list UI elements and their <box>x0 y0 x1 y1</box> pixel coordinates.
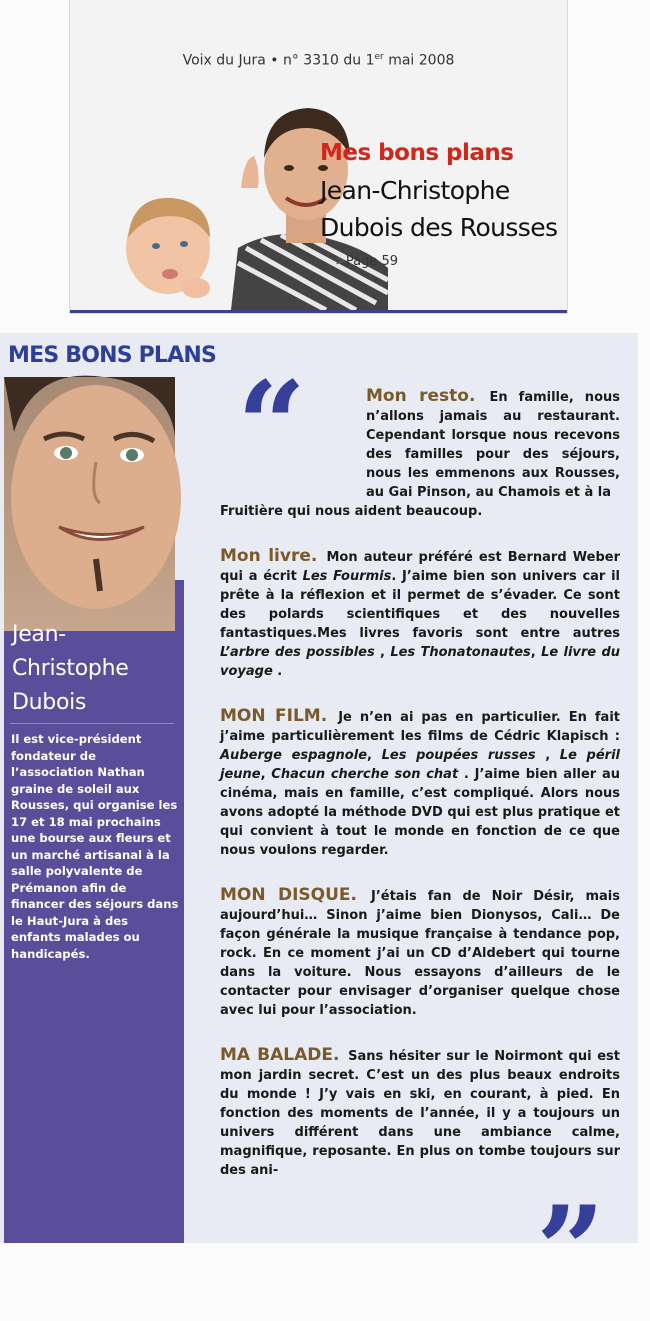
livre-text-2: . J’aime bien son univers car il prête à la réflexion et il permet de s’évader. Ce sont des polards scientifiques et des nouvelles fantastiques.Mes livres favoris sont entre autres <box>220 569 620 641</box>
issue-text: Voix du Jura • n° 3310 du 1 <box>182 52 375 69</box>
sidebar-bio: Il est vice-président fondateur de l’association Nathan graine de soleil aux Rousses, qui organise les 17 et 18 mai prochains une bourse aux fleurs et un marché artisanal à la salle polyvalente de Prémanon afin de financer des séjours dans le Haut-Jura à des enfants malades ou handicapés. <box>11 732 179 961</box>
section-disque <box>220 886 620 1020</box>
section-resto-heading: Mon resto. <box>366 386 476 406</box>
sidebar-name-line1: Jean- <box>12 622 66 647</box>
rubric-title: MES BONS PLANS <box>8 343 217 368</box>
film-text-3: , <box>535 748 560 763</box>
section-livre-heading: Mon livre. <box>220 546 318 566</box>
film-text-4: , <box>260 767 272 782</box>
sidebar-name-line2: Christophe <box>12 656 129 681</box>
teaser-headline <box>320 172 557 246</box>
film-text-1: Je n’en ai pas en particulier. En fait j’aime particulièrement les films de Cédric Klapisch : <box>220 710 620 744</box>
issue-line <box>70 52 567 69</box>
livre-text-3: , <box>374 645 391 660</box>
front-page-teaser <box>70 0 567 313</box>
section-resto-body: En famille, nous n’allons jamais au restaurant. Cependant lorsque nous recevons des familles pour des séjours, nous les emmenons aux Rousses, au Gai Pinson, au Chamois et à la <box>366 390 620 500</box>
section-resto-end <box>220 502 620 521</box>
open-quote-icon: “ <box>237 355 307 496</box>
page-reference <box>335 254 398 269</box>
teaser-underline <box>70 310 567 313</box>
portrait-photo <box>4 377 175 631</box>
article-clipping <box>0 333 638 1321</box>
sidebar-name-line3: Dubois <box>12 690 87 715</box>
section-resto <box>220 387 620 502</box>
livre-title-2: L’arbre des possibles <box>220 645 375 660</box>
section-balade <box>220 1046 620 1180</box>
section-balade-body: Sans hésiter sur le Noirmont qui est mon jardin secret. C’est un des plus beaux endroits du monde ! J’y vais en ski, en courant, à pied. En fonction des moments de l’année, il y a toujours un univers différent dans une ambiance calme, magnifique, reposante. En plus on tombe toujours sur des ani- <box>220 1049 621 1178</box>
close-quote-icon: ” <box>536 1180 606 1321</box>
arrow-icon: > <box>335 254 346 269</box>
section-film <box>220 707 620 860</box>
article-body <box>220 387 620 1206</box>
film-title-3: Le péril jeune <box>220 748 620 782</box>
film-text-2: , <box>367 748 382 763</box>
sidebar-divider <box>10 723 174 724</box>
section-disque-heading: MON DISQUE. <box>220 885 357 905</box>
issue-superscript: er <box>374 52 384 62</box>
page-reference-text: Page 59 <box>345 254 399 269</box>
section-resto-text <box>366 387 620 502</box>
section-resto-body-end: Fruitière qui nous aident beaucoup. <box>220 504 483 519</box>
teaser-name-line2: Dubois des Rousses <box>320 213 558 242</box>
livre-title-1: Les Fourmis <box>302 569 392 584</box>
livre-title-3: Les Thonatonautes <box>390 645 531 660</box>
film-title-4: Chacun cherche son chat <box>271 767 459 782</box>
livre-text-4: , <box>530 645 542 660</box>
livre-text-1: Mon auteur préféré est Bernard Weber qui a écrit <box>220 550 620 584</box>
film-title-2: Les poupées russes <box>381 748 536 763</box>
sidebar-name <box>12 618 128 720</box>
livre-text-5: . <box>272 664 283 679</box>
section-disque-body: J’étais fan de Noir Désir, mais aujourd’hui… Sinon j’aime bien Dionysos, Cali… De façon générale la musique française à tendance pop, rock. En ce moment j’ai un CD d’Aldebert qui tourne dans la voiture. Nous essayons d’ailleurs de le contacter pour envisager d’organiser quelque chose avec lui pour l’association. <box>220 889 620 1018</box>
teaser-name-line1: Jean-Christophe <box>320 176 510 205</box>
livre-title-4: Le livre du voyage <box>220 645 620 679</box>
film-text-5: . J’aime bien aller au cinéma, mais en famille, c’est compliqué. Alors nous avons adopté la méthode DVD qui est plus pratique et qui convient à tout le monde en fonction de ce que nous voulons regarder. <box>220 767 620 858</box>
section-livre <box>220 547 620 681</box>
teaser-rubric: Mes bons plans <box>320 140 514 166</box>
section-balade-heading: MA BALADE. <box>220 1045 340 1065</box>
section-film-heading: MON FILM. <box>220 706 328 726</box>
film-title-1: Auberge espagnole <box>220 748 368 763</box>
issue-date: mai 2008 <box>383 52 455 69</box>
